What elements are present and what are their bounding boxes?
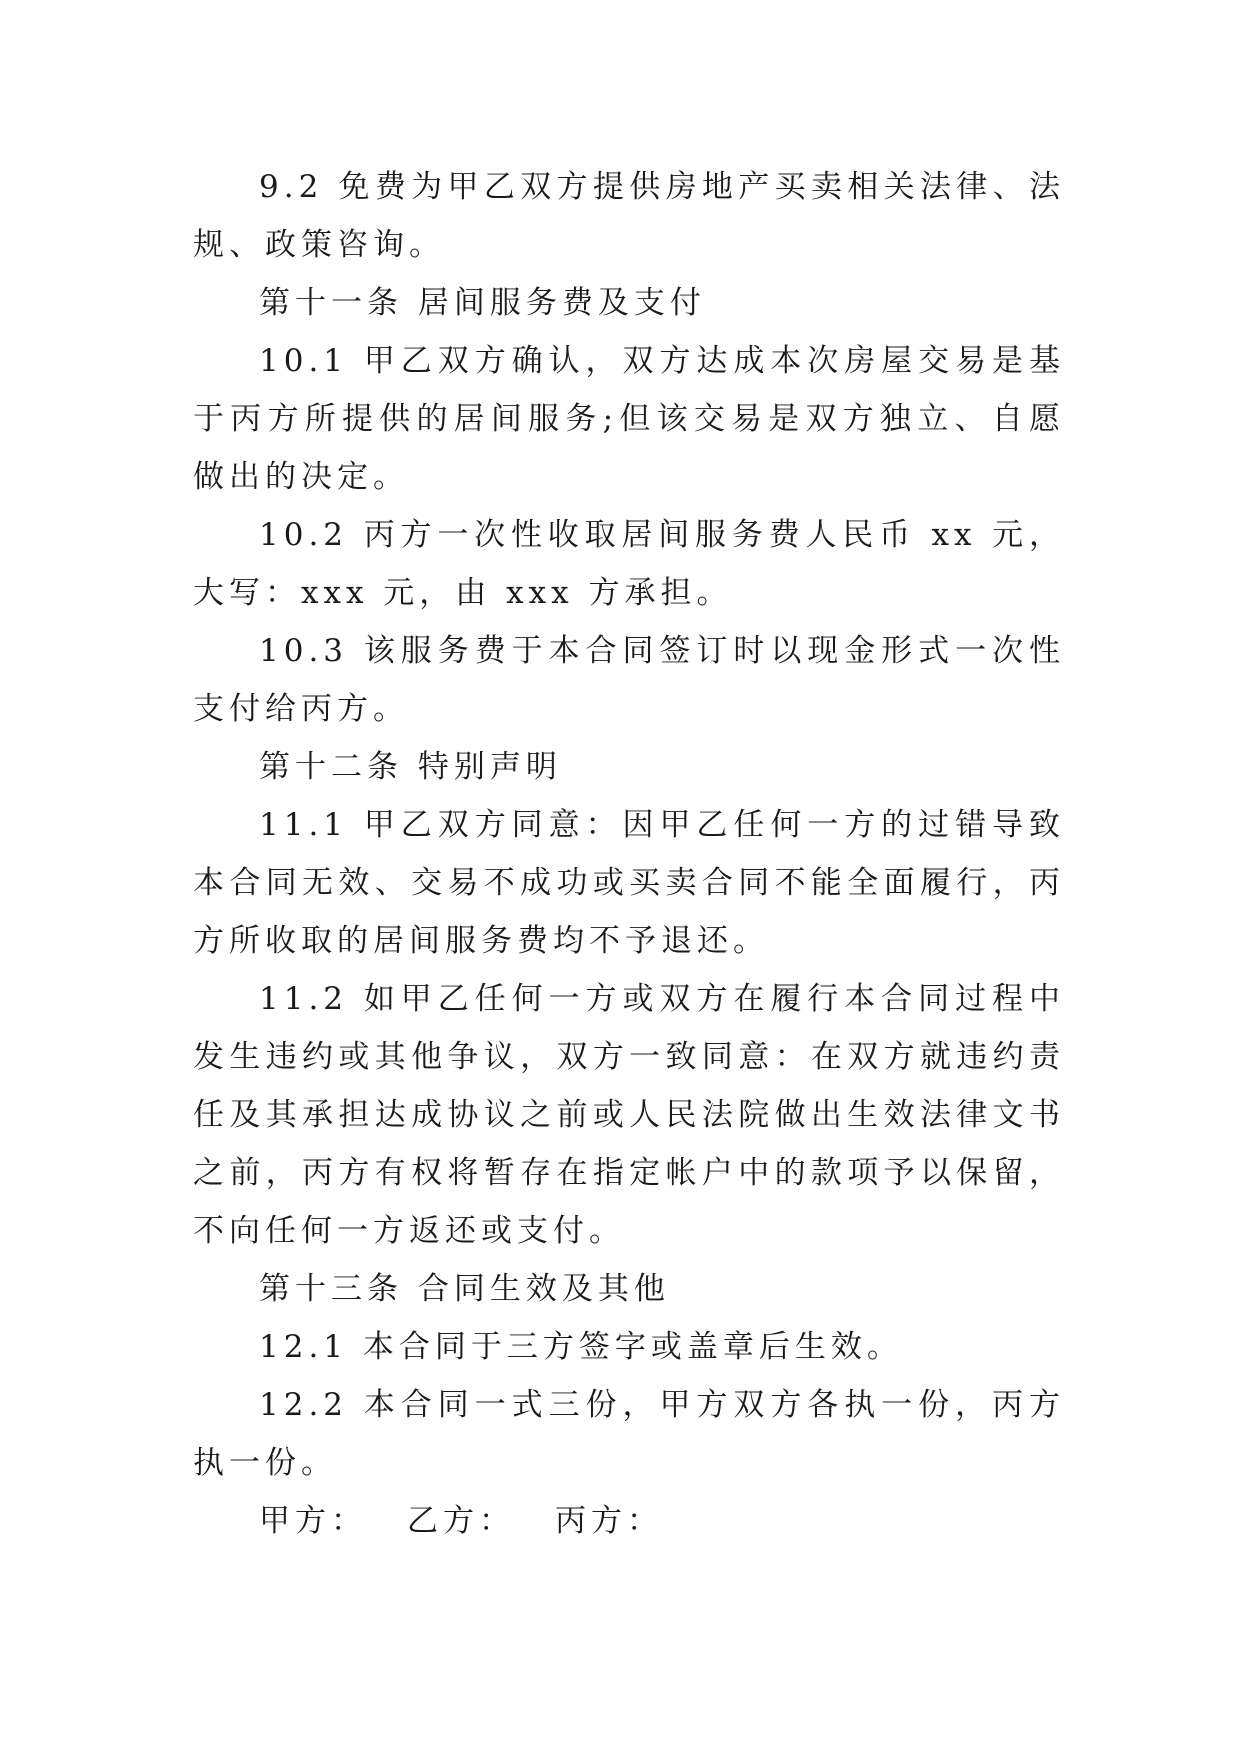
- clause-10-3: 10.3 该服务费于本合同签订时以现金形式一次性支付给丙方。: [193, 633, 1065, 727]
- clause-11-1: 11.1 甲乙双方同意：因甲乙任何一方的过错导致本合同无效、交易不成功或买卖合同不能全面履行，丙方所收取的居间服务费均不予退还。: [193, 807, 1065, 959]
- signature-line: [193, 1492, 1065, 1550]
- clause-10-2: 10.2 丙方一次性收取居间服务费人民币 xx 元，大写：xxx 元，由 xxx 方承担。: [193, 517, 1065, 611]
- article-13-heading: 第十三条 合同生效及其他: [259, 1271, 670, 1307]
- clause-12-2: 12.2 本合同一式三份，甲方双方各执一份，丙方执一份。: [193, 1387, 1065, 1481]
- clause-9-2: 9.2 免费为甲乙双方提供房地产买卖相关法律、法规、政策咨询。: [193, 169, 1065, 263]
- article-11-heading: 第十一条 居间服务费及支付: [259, 285, 706, 321]
- clause-12-1: 12.1 本合同于三方签字或盖章后生效。: [259, 1329, 903, 1365]
- signature-party-a: 甲方：: [259, 1503, 367, 1539]
- clause-10-1: 10.1 甲乙双方确认，双方达成本次房屋交易是基于丙方所提供的居间服务;但该交易是双方独立、自愿做出的决定。: [193, 343, 1065, 495]
- signature-party-c: 丙方：: [555, 1503, 663, 1539]
- document-body: [193, 158, 1065, 1550]
- article-12-heading: 第十二条 特别声明: [259, 749, 562, 785]
- signature-party-b: 乙方：: [407, 1503, 515, 1539]
- clause-11-2: 11.2 如甲乙任何一方或双方在履行本合同过程中发生违约或其他争议，双方一致同意：在双方就违约责任及其承担达成协议之前或人民法院做出生效法律文书之前，丙方有权将暂存在指定帐户中的款项予以保留，不向任何一方返还或支付。: [193, 981, 1065, 1249]
